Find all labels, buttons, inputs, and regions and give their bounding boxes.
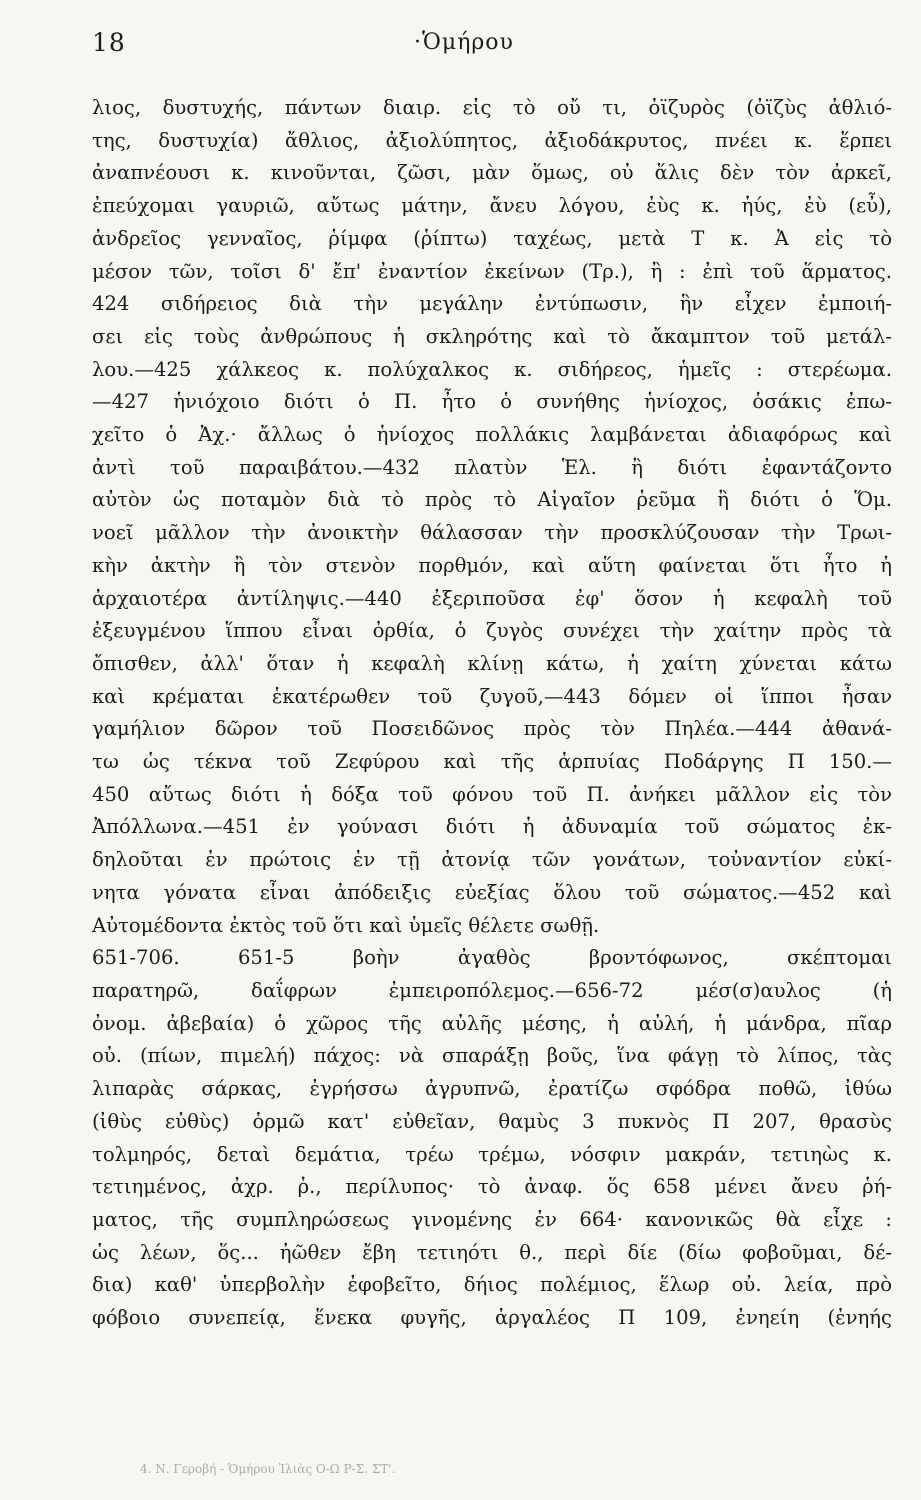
text-line: ματος, τῆς συμπληρώσεως γινομένης ἐν 664· κανονικῶς θὰ εἶχε : — [92, 1207, 892, 1231]
text-line: οὐ. (πίων, πιμελή) πάχος: νὰ σπαράξῃ βοῦς, ἵνα φάγῃ τὸ λίπος, τὰς — [92, 1044, 892, 1068]
page-number: 18 — [92, 28, 126, 57]
text-line: ἐπεύχομαι γαυριῶ, αὔτως μάτην, ἄνευ λόγου, ἐὺς κ. ἠύς, ἐὺ (εὖ), — [92, 194, 892, 218]
text-line: αὐτὸν ὡς ποταμὸν διὰ τὸ πρὸς τὸ Αἰγαῖον ῥεῦμα ἢ διότι ὁ Ὅμ. — [92, 488, 892, 512]
text-line: ἀναπνέουσι κ. κινοῦνται, ζῶσι, μὰν ὅμως, οὐ ἅλις δὲν τὸν ἀρκεῖ, — [92, 161, 892, 185]
text-line: 424 σιδήρειος διὰ τὴν μεγάλην ἐντύπωσιν, ἣν εἶχεν ἐμποιή- — [92, 292, 892, 316]
text-line: Αὐτομέδοντα ἐκτὸς τοῦ ὅτι καὶ ὑμεῖς θέλετε σωθῇ. — [92, 913, 600, 937]
text-line: ἀρχαιοτέρα ἀντίληψις.—440 ἐξεριποῦσα ἐφ' ὅσον ἡ κεφαλὴ τοῦ — [92, 586, 892, 610]
text-line: μέσον τῶν, τοῖσι δ' ἔπ' ἐναντίον ἐκείνων (Τρ.), ἢ : ἐπὶ τοῦ ἅρματος. — [92, 259, 892, 283]
text-line: τετιημένος, ἀχρ. ῥ., περίλυπος· τὸ ἀναφ. ὅς 658 μένει ἄνευ ῥή- — [92, 1175, 892, 1199]
text-line: 651-706. 651-5 βοὴν ἀγαθὸς βροντόφωνος, σκέπτομαι — [92, 946, 892, 970]
running-title: ·Ὁμήρου — [414, 30, 514, 55]
text-line: νητα γόνατα εἶναι ἀπόδειξις εὐεξίας ὅλου τοῦ σώματος.—452 καὶ — [92, 880, 892, 904]
text-line: φόβοιο συνεπείᾳ, ἕνεκα φυγῆς, ἀργαλέος Π 109, ἐνηείη (ἐνηής — [92, 1306, 892, 1330]
text-line: τω ὡς τέκνα τοῦ Ζεφύρου καὶ τῆς ἁρπυίας Ποδάργης Π 150.— — [92, 750, 892, 774]
bleed-through-footer: 4. Ν. Γεροβή - Ὁμήρου Ἰλιὰς Ο-Ω Ρ-Σ. ΣΤ'. — [140, 1462, 396, 1476]
text-line: κὴν ἀκτὴν ἢ τὸν στενὸν πορθμόν, καὶ αὕτη φαίνεται ὅτι ἦτο ἡ — [92, 553, 892, 577]
text-line: της, δυστυχία) ἄθλιος, ἀξιολύπητος, ἀξιοδάκρυτος, πνέει κ. ἕρπει — [92, 128, 892, 152]
text-line: χεῖτο ὁ Ἀχ.· ἄλλως ὁ ἡνίοχος πολλάκις λαμβάνεται ἀδιαφόρως καὶ — [92, 423, 892, 447]
text-line: —427 ἡνιόχοιο διότι ὁ Π. ἦτο ὁ συνήθης ἡνίοχος, ὁσάκις ἐπω- — [92, 390, 892, 414]
text-line: λιπαρὰς σάρκας, ἐγρήσσω ἀγρυπνῶ, ἐρατίζω σφόδρα ποθῶ, ἰθύω — [92, 1077, 892, 1101]
text-line: 450 αὔτως διότι ἡ δόξα τοῦ φόνου τοῦ Π. ἀνήκει μᾶλλον εἰς τὸν — [92, 782, 892, 806]
text-line: τολμηρός, δεταὶ δεμάτια, τρέω τρέμω, νόσφιν μακράν, τετιηὼς κ. — [92, 1142, 892, 1166]
text-line: ὡς λέων, ὅς... ἠῶθεν ἔβη τετιηότι θ., περὶ δίε (δίω φοβοῦμαι, δέ- — [92, 1240, 892, 1264]
text-line: ὀνομ. ἀβεβαία) ὁ χῶρος τῆς αὐλῆς μέσης, ἡ αὐλή, ἡ μάνδρα, πῖαρ — [92, 1011, 892, 1035]
text-line: νοεῖ μᾶλλον τὴν ἀνοικτὴν θάλασσαν τὴν προσκλύζουσαν τὴν Τρωι- — [92, 521, 892, 545]
text-line: ὄπισθεν, ἀλλ' ὅταν ἡ κεφαλὴ κλίνῃ κάτω, ἡ χαίτη χύνεται κάτω — [92, 651, 892, 675]
text-line: λου.—425 χάλκεος κ. πολύχαλκος κ. σιδήρεος, ἡμεῖς : στερέωμα. — [92, 357, 892, 381]
text-line: δηλοῦται ἐν πρώτοις ἐν τῇ ἀτονίᾳ τῶν γονάτων, τοὐναντίον εὐκί- — [92, 848, 892, 872]
text-line: λιος, δυστυχής, πάντων διαιρ. εἰς τὸ οὔ τι, ὀϊζυρὸς (ὀϊζὺς ἀθλιό- — [92, 96, 892, 119]
text-line: σει εἰς τοὺς ἀνθρώπους ἡ σκληρότης καὶ τὸ ἄκαμπτον τοῦ μετάλ- — [92, 324, 892, 348]
text-line: γαμήλιον δῶρον τοῦ Ποσειδῶνος πρὸς τὸν Πηλέα.—444 ἀθανά- — [92, 717, 892, 741]
page-header — [92, 22, 881, 62]
text-line: Ἀπόλλωνα.—451 ἐν γούνασι διότι ἡ ἀδυναμία τοῦ σώματος ἐκ- — [92, 815, 892, 839]
text-line: ἀντὶ τοῦ παραιβάτου.—432 πλατὺν Ἑλ. ἢ διότι ἐφαντάζοντο — [92, 455, 892, 479]
text-line: ἐξευγμένου ἵππου εἶναι ὀρθία, ὁ ζυγὸς συνέχει τὴν χαίτην πρὸς τὰ — [92, 619, 892, 643]
text-line: καὶ κρέμαται ἑκατέρωθεν τοῦ ζυγοῦ,—443 δόμεν οἱ ἵπποι ἦσαν — [92, 684, 892, 708]
commentary-text — [92, 92, 892, 1335]
text-line: δια) καθ' ὑπερβολὴν ἐφοβεῖτο, δήιος πολέμιος, ἕλωρ οὐ. λεία, πρὸ — [92, 1273, 892, 1297]
text-line: παρατηρῶ, δαΐφρων ἐμπειροπόλεμος.—656-72 μέσ(σ)αυλος (ἡ — [92, 978, 892, 1002]
text-line: ἀνδρεῖος γενναῖος, ῥίμφα (ῥίπτω) ταχέως, μετὰ Τ κ. Ἀ εἰς τὸ — [92, 226, 892, 250]
text-line: (ἰθὺς εὐθὺς) ὁρμῶ κατ' εὐθεῖαν, θαμὺς 3 πυκνὸς Π 207, θρασὺς — [92, 1109, 892, 1133]
